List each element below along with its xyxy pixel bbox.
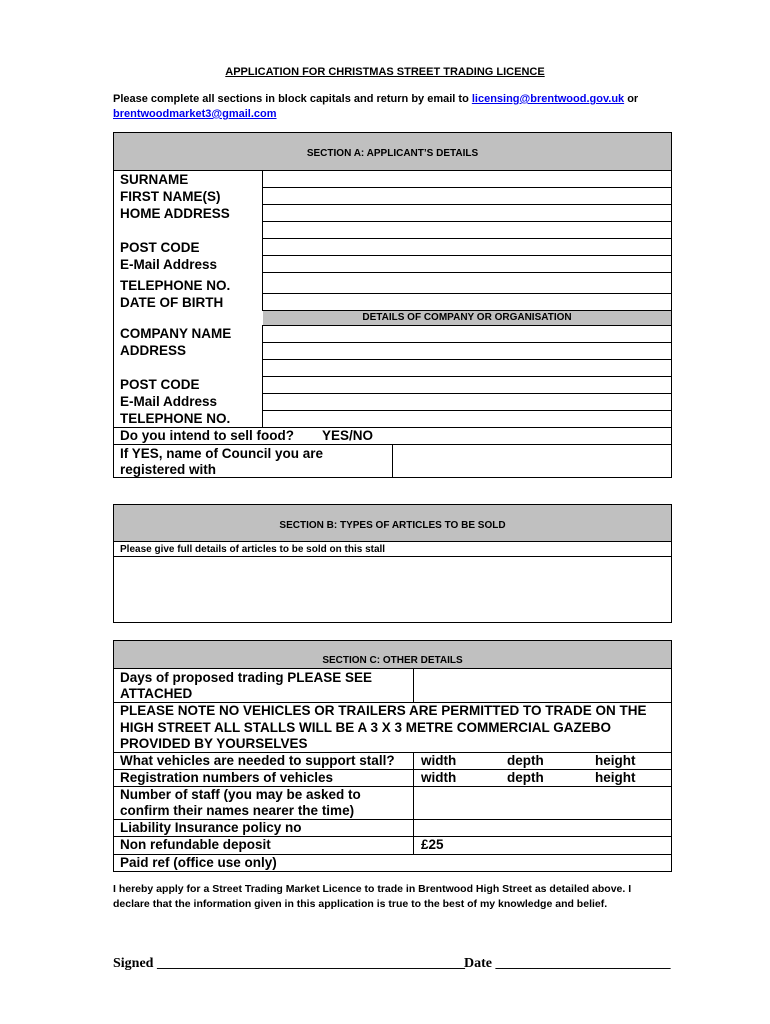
divider (262, 293, 672, 294)
post-code-label: POST CODE (120, 240, 200, 255)
page-title: APPLICATION FOR CHRISTMAS STREET TRADING LICENCE (225, 66, 545, 78)
deposit-amount: £25 (421, 837, 444, 852)
intro-text (113, 92, 673, 122)
vehicle-notice-line2: HIGH STREET ALL STALLS WILL BE A 3 X 3 METRE COMMERCIAL GAZEBO (120, 720, 612, 735)
divider (392, 444, 393, 478)
first-names-label: FIRST NAME(S) (120, 189, 221, 204)
divider (113, 541, 672, 542)
declaration-text: I hereby apply for a Street Trading Market Licence to trade in Brentwood High Street as detailed above. I declare that the information given in this application is true to the best of my knowledge and belief. (113, 883, 632, 910)
yes-no-option[interactable]: YES/NO (322, 428, 374, 443)
divider (262, 204, 672, 205)
divider (262, 376, 672, 377)
sell-food-label: Do you intend to sell food? (120, 428, 294, 443)
insurance-label: Liability Insurance policy no (120, 820, 302, 835)
vehicle-depth-label: depth (507, 753, 544, 768)
licensing-email-link[interactable]: licensing@brentwood.gov.uk (471, 93, 625, 105)
deposit-label: Non refundable deposit (120, 837, 271, 852)
surname-label: SURNAME (120, 172, 189, 187)
home-address-label: HOME ADDRESS (120, 206, 230, 221)
section-b-header: SECTION B: TYPES OF ARTICLES TO BE SOLD (279, 520, 506, 531)
company-name-label: COMPANY NAME (120, 326, 232, 341)
divider (262, 272, 672, 273)
divider (262, 359, 672, 360)
divider (262, 410, 672, 411)
intro-text-between: or (624, 93, 639, 105)
registration-height-label: height (595, 770, 636, 785)
divider (262, 393, 672, 394)
vehicle-notice-line3: PROVIDED BY YOURSELVES (120, 736, 308, 751)
registration-width-label: width (421, 770, 457, 785)
council-label-line1: If YES, name of Council you are (120, 446, 324, 461)
trading-days-label-line1: Days of proposed trading PLEASE SEE (120, 670, 373, 685)
paid-ref-label: Paid ref (office use only) (120, 855, 277, 870)
staff-label-line1: Number of staff (you may be asked to (120, 787, 361, 802)
intro-text-before: Please complete all sections in block capitals and return by email to (113, 93, 472, 105)
divider (113, 170, 672, 171)
date-of-birth-label: DATE OF BIRTH (120, 295, 224, 310)
divider (262, 170, 263, 310)
divider (262, 342, 672, 343)
council-label-line2: registered with (120, 462, 217, 477)
articles-instruction: Please give full details of articles to be sold on this stall (120, 544, 386, 555)
company-address-label: ADDRESS (120, 343, 187, 358)
staff-label-line2: confirm their names nearer the time) (120, 803, 355, 818)
divider (262, 221, 672, 222)
vehicle-height-label: height (595, 753, 636, 768)
company-post-code-label: POST CODE (120, 377, 200, 392)
signature-line[interactable]: Signed ____________________________________________ (113, 956, 465, 971)
divider (413, 668, 414, 702)
date-line[interactable]: Date _________________________ (464, 956, 671, 971)
email-label: E-Mail Address (120, 257, 218, 272)
divider (113, 556, 672, 557)
company-telephone-label: TELEPHONE NO. (120, 411, 231, 426)
vehicle-width-label: width (421, 753, 457, 768)
market-email-link[interactable]: brentwoodmarket3@gmail.com (113, 108, 277, 120)
registration-label: Registration numbers of vehicles (120, 770, 334, 785)
company-header: DETAILS OF COMPANY OR ORGANISATION (362, 312, 572, 323)
trading-days-label-line2: ATTACHED (120, 686, 193, 701)
divider (262, 325, 672, 326)
divider (262, 255, 672, 256)
company-email-label: E-Mail Address (120, 394, 218, 409)
divider (262, 187, 672, 188)
registration-depth-label: depth (507, 770, 544, 785)
vehicle-notice-line1: PLEASE NOTE NO VEHICLES OR TRAILERS ARE PERMITTED TO TRADE ON THE (120, 703, 647, 718)
telephone-label: TELEPHONE NO. (120, 278, 231, 293)
section-a-header: SECTION A: APPLICANT’S DETAILS (306, 148, 479, 159)
section-c-header: SECTION C: OTHER DETAILS (322, 655, 463, 666)
divider (262, 238, 672, 239)
vehicles-label: What vehicles are needed to support stall? (120, 753, 395, 768)
divider (413, 752, 414, 854)
